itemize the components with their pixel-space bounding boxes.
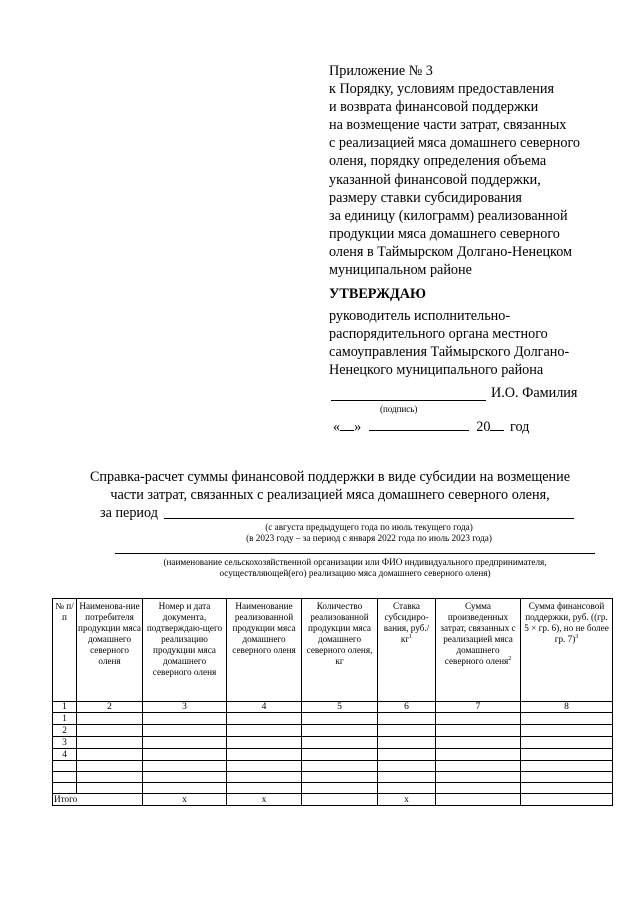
table-cell[interactable]	[436, 783, 521, 794]
column-number: 6	[378, 702, 436, 713]
appendix-line: на возмещение части затрат, связанных	[329, 117, 567, 134]
total-cell[interactable]	[521, 794, 613, 806]
header-text: Сумма финансовой поддержки, руб. ((гр. 5 × гр. 6), но не более гр. 7)	[524, 601, 609, 644]
appendix-line: указанной финансовой поддержки,	[329, 171, 541, 188]
table-cell[interactable]	[521, 783, 613, 794]
table-header-cell: Количество реализованной продукции мяса домашнего северного оленя, кг	[302, 599, 378, 702]
organization-note-line: (наименование сельскохозяйственной организации или ФИО индивидуального предпринимателя,	[163, 557, 547, 567]
approval-block	[329, 285, 629, 379]
table-cell[interactable]	[436, 749, 521, 761]
total-cell: x	[143, 794, 227, 806]
footnote-mark: 1	[409, 633, 413, 640]
signature-caption: (подпись)	[380, 404, 418, 414]
column-number: 2	[77, 702, 143, 713]
table-cell[interactable]	[378, 772, 436, 783]
row-number: 3	[53, 737, 77, 749]
row-number: 2	[53, 725, 77, 737]
table-row	[53, 725, 613, 737]
table-cell[interactable]	[77, 772, 143, 783]
appendix-line: размеру ставки субсидирования	[329, 189, 522, 206]
table-cell[interactable]	[227, 761, 302, 772]
appendix-line: оленя в Таймырском Долгано-Ненецком	[329, 243, 573, 260]
year-blank	[490, 416, 504, 431]
organization-note	[115, 557, 595, 579]
table-row	[53, 737, 613, 749]
table-header-cell	[378, 599, 436, 702]
day-blank	[340, 416, 354, 431]
table-cell[interactable]	[521, 772, 613, 783]
table-cell[interactable]	[521, 725, 613, 737]
table-cell[interactable]	[378, 725, 436, 737]
total-cell: x	[378, 794, 436, 806]
column-number: 7	[436, 702, 521, 713]
table-header-cell: Наименование реализованной продукции мяса домашнего северного оленя	[227, 599, 302, 702]
table-cell[interactable]	[378, 783, 436, 794]
appendix-line: и возврата финансовой поддержки	[329, 99, 539, 116]
date-close-quote: »	[354, 419, 362, 435]
table-cell[interactable]	[143, 772, 227, 783]
signature-line	[331, 388, 486, 401]
total-label: Итого	[53, 794, 143, 806]
total-cell[interactable]	[302, 794, 378, 806]
table-cell[interactable]	[77, 761, 143, 772]
table-cell[interactable]	[378, 749, 436, 761]
table-cell[interactable]	[143, 713, 227, 725]
table-cell[interactable]	[378, 761, 436, 772]
column-number-row	[53, 702, 613, 713]
table-cell[interactable]	[227, 713, 302, 725]
table-cell[interactable]	[302, 713, 378, 725]
table-row	[53, 749, 613, 761]
table-header-cell	[521, 599, 613, 702]
total-row	[53, 794, 613, 806]
period-label: за период	[100, 505, 158, 521]
table-cell[interactable]	[521, 761, 613, 772]
approval-line: Ненецкого муниципального района	[329, 362, 544, 379]
approval-line: руководитель исполнительно-	[329, 308, 511, 325]
table-cell[interactable]	[77, 713, 143, 725]
month-blank	[369, 416, 469, 431]
table-cell[interactable]	[521, 737, 613, 749]
table-cell[interactable]	[77, 783, 143, 794]
approval-line: распорядительного органа местного	[329, 326, 548, 343]
total-cell[interactable]	[436, 794, 521, 806]
header-text: Ставка субсидиро-вания, руб./кг	[383, 601, 430, 644]
table-cell[interactable]	[436, 761, 521, 772]
row-number	[53, 761, 77, 772]
table-cell[interactable]	[302, 749, 378, 761]
table-cell[interactable]	[436, 737, 521, 749]
table-row	[53, 772, 613, 783]
table-cell[interactable]	[302, 783, 378, 794]
appendix-line: за единицу (килограмм) реализованной	[329, 207, 568, 224]
table-cell[interactable]	[143, 783, 227, 794]
header-text: Сумма произведенных затрат, связанных с реализацией мяса домашнего северного оленя	[440, 601, 516, 666]
appendix-line: с реализацией мяса домашнего северного	[329, 135, 581, 152]
period-note: (в 2023 году – за период с января 2022 года по июль 2023 года)	[246, 533, 492, 543]
table-header-cell: Наименова-ние потребителя продукции мяса домашнего северного оленя	[77, 599, 143, 702]
column-number: 3	[143, 702, 227, 713]
table-cell[interactable]	[436, 772, 521, 783]
table-cell[interactable]	[227, 783, 302, 794]
table-cell[interactable]	[227, 737, 302, 749]
title-line: Справка-расчет суммы финансовой поддержки в виде субсидии на возмещение	[89, 469, 571, 485]
approval-line: самоуправления Таймырского Долгано-	[329, 344, 570, 361]
table-cell[interactable]	[521, 713, 613, 725]
calculation-table	[52, 598, 613, 806]
column-number: 8	[521, 702, 613, 713]
year-suffix: год	[510, 419, 530, 435]
footnote-mark: 3	[575, 633, 579, 640]
column-number: 4	[227, 702, 302, 713]
column-number: 5	[302, 702, 378, 713]
signatory-name: И.О. Фамилия	[491, 385, 578, 401]
appendix-block	[329, 62, 629, 279]
date-open-quote: «	[333, 419, 341, 435]
table-cell[interactable]	[143, 737, 227, 749]
table-cell[interactable]	[302, 761, 378, 772]
row-number: 4	[53, 749, 77, 761]
appendix-line: продукции мяса домашнего северного	[329, 225, 560, 242]
table-cell[interactable]	[378, 737, 436, 749]
table-cell[interactable]	[302, 737, 378, 749]
document-title	[40, 468, 620, 504]
table-cell[interactable]	[227, 725, 302, 737]
table-cell[interactable]	[521, 749, 613, 761]
period-blank-line	[164, 518, 574, 519]
table-cell[interactable]	[143, 749, 227, 761]
row-number: 1	[53, 713, 77, 725]
title-line: части затрат, связанных с реализацией мяса домашнего северного оленя,	[110, 487, 550, 503]
table-row	[53, 783, 613, 794]
table-cell[interactable]	[302, 725, 378, 737]
total-cell: x	[227, 794, 302, 806]
table-cell[interactable]	[227, 749, 302, 761]
table-cell[interactable]	[302, 772, 378, 783]
table-header-cell	[436, 599, 521, 702]
period-note: (с августа предыдущего года по июль текущего года)	[265, 522, 473, 532]
organization-note-line: осуществляющей(его) реализацию мяса домашнего северного оленя)	[219, 568, 491, 578]
footnote-mark: 2	[508, 655, 512, 662]
table-cell[interactable]	[378, 713, 436, 725]
table-row	[53, 761, 613, 772]
row-number	[53, 772, 77, 783]
appendix-line: муниципальном районе	[329, 262, 472, 279]
table-row	[53, 713, 613, 725]
table-cell[interactable]	[436, 713, 521, 725]
year-prefix: 20	[476, 419, 491, 435]
table-header-cell: № п/п	[53, 599, 77, 702]
appendix-line: к Порядку, условиям предоставления	[329, 81, 555, 98]
table-cell[interactable]	[77, 749, 143, 761]
approval-date	[333, 416, 529, 436]
table-cell[interactable]	[143, 761, 227, 772]
table-cell[interactable]	[436, 725, 521, 737]
table-cell[interactable]	[77, 737, 143, 749]
appendix-line: оленя, порядку определения объема	[329, 153, 547, 170]
organization-blank-line	[115, 553, 595, 554]
table-header-cell: Номер и дата документа, подтверждаю-щего реализацию продукции мяса домашнего северного оленя	[143, 599, 227, 702]
table-cell[interactable]	[77, 725, 143, 737]
appendix-line: Приложение № 3	[329, 63, 433, 79]
approval-heading: УТВЕРЖДАЮ	[329, 286, 426, 302]
column-number: 1	[53, 702, 77, 713]
row-number	[53, 783, 77, 794]
table-header-row	[53, 599, 613, 702]
table-cell[interactable]	[227, 772, 302, 783]
table-cell[interactable]	[143, 725, 227, 737]
